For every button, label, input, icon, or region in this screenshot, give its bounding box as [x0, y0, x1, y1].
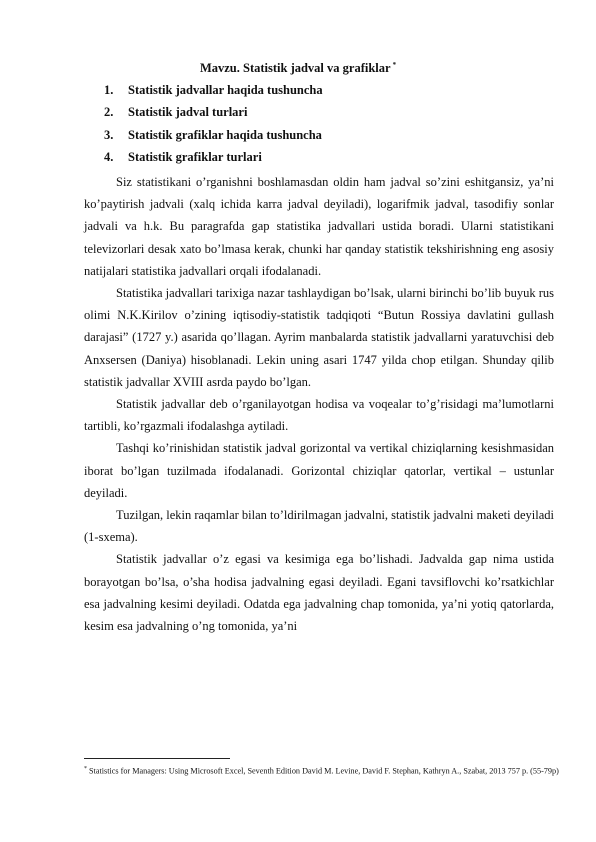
outline-item — [104, 104, 544, 126]
paragraph: Tuzilgan, lekin raqamlar bilan to’ldirilmagan jadvalni, statistik jadvalni maketi deyiladi (1-sxema). — [84, 508, 554, 545]
outline-text: Statistik grafiklar turlari — [128, 149, 262, 164]
outline-item — [104, 149, 544, 171]
page-title — [0, 60, 596, 76]
paragraph: Statistik jadvallar deb o’rganilayotgan hodisa va voqealar to’g’risidagi ma’lumotlarni tartibli, ko’rgazmali ifodalashga aytiladi. — [84, 397, 554, 434]
outline-text: Statistik grafiklar haqida tushuncha — [128, 127, 322, 142]
outline-number: 3. — [104, 127, 114, 142]
outline-number: 1. — [104, 83, 114, 97]
outline-number: 4. — [104, 149, 114, 164]
title-footnote-mark: * — [392, 60, 397, 69]
footnote-divider — [84, 758, 230, 759]
paragraph: Siz statistikani o’rganishni boshlamasdan oldin ham jadval so’zini eshitgansiz, ya’ni ko’paytirish jadvali (xalq ichida karra jadval deyiladi), logarifmik jadval, tasodifiy sonlar jadvali va h.k. Bu paragrafda gap statistika jadvallari ustida boradi. Ularni statistikani televizorlari desak xato bo’lmasa kerak, chunki har qanday statistik tekshirishning eng asosiy natijalari statistika jadvallari orqali ifodalanadi. — [84, 175, 554, 278]
footnote-text: Statistics for Managers: Using Microsoft Excel, Seventh Edition David M. Levine, David F. Stephan, Kathryn A., Szabat, 2013 757 p. (55-79p) — [89, 766, 559, 776]
title-text: Mavzu. Statistik jadval va grafiklar — [199, 61, 391, 75]
outline-text: Statistik jadvallar haqida tushuncha — [128, 83, 323, 97]
outline-number: 2. — [104, 105, 114, 120]
outline-text: Statistik jadval turlari — [128, 105, 248, 120]
body-text — [84, 171, 554, 637]
footnote — [84, 763, 560, 778]
outline-item — [104, 127, 544, 149]
paragraph: Tashqi ko’rinishidan statistik jadval gorizontal va vertikal chiziqlarning kesishmasidan iborat bo’lgan tuzilmada ifodalanadi. Gorizontal chiziqlar qatorlar, vertikal – ustunlar deyiladi. — [84, 441, 554, 500]
topic-outline — [104, 82, 544, 171]
paragraph: Statistika jadvallari tarixiga nazar tashlaydigan bo’lsak, ularni birinchi bo’lib buyuk rus olimi N.K.Kirilov o’zining iqtisodiy-statistik tadqiqoti “Butun Rossiya davlatini gullash darajasi” (1727 y.) asarida qo’llagan. Ayrim manbalarda statistik jadvallarni yaratuvchisi deb Anxsersen (Daniya) hisoblanadi. Lekin uning asari 1747 yilda chop etilgan. Shunday qilib statistik jadvallar XVIII asrda paydo bo’lgan. — [84, 286, 554, 389]
outline-item — [104, 82, 544, 104]
paragraph: Statistik jadvallar o’z egasi va kesimiga ega bo’lishadi. Jadvalda gap nima ustida borayotgan bo’lsa, o’sha hodisa jadvalning egasi deyiladi. Egani tavsiflovchi ko’rsatkichlar esa jadvalning kesimi deyiladi. Odatda ega jadvalning chap tomonida, ya’ni yotiq qatorlarda, kesim esa jadvalning o’ng tomonida, ya’ni — [84, 552, 554, 634]
footnote-mark: * — [84, 766, 87, 772]
